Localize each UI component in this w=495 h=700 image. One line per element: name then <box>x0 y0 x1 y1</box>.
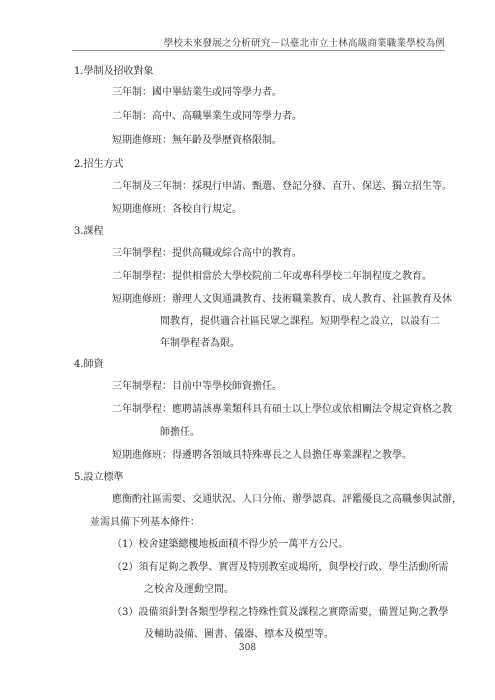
page-number: 308 <box>238 643 257 653</box>
paragraph-line: 三年制學程：目前中等學校師資擔任。 <box>112 381 282 392</box>
paragraph-line: 二年制及三年制：採現行申請、甄選、登記分發、直升、保送、獨立招生等。 <box>112 181 452 192</box>
paragraph-line: 二年制：高中、高職畢業生或同等學力者。 <box>112 111 302 122</box>
paragraph-line: 短期進修班：得遴聘各領域具特殊專長之人員擔任專業課程之教學。 <box>112 450 412 461</box>
list-item: （1）校舍建築總樓地板面積不得少於一萬平方公尺。 <box>112 539 349 550</box>
paragraph-line: 三年制：國中畢結業生或同等學力者。 <box>112 87 282 98</box>
section-heading: 1.學制及招收對象 <box>74 66 154 77</box>
paragraph-line: 三年制學程：提供高職或綜合高中的教育。 <box>112 248 302 259</box>
paragraph-line: 應衡酌社區需要、交通狀況、人口分佈、辦學認真、評鑑優良之高職參與試辦， <box>112 494 462 505</box>
paragraph-line: 短期進修班：辦理人文與通識教育、技術職業教育、成人教育、社區教育及休 <box>112 294 452 305</box>
paragraph-line: 閒教育，提供適合社區民眾之課程。短期學程之設立，以設有二 <box>160 316 440 327</box>
paragraph-line: 短期進修班：無年齡及學歷資格限制。 <box>112 135 282 146</box>
header-rule <box>72 50 445 51</box>
paragraph-line: 短期進修班：各校自行規定。 <box>112 204 242 215</box>
list-item: （2）須有足夠之教學、實習及特別教室或場所，與學校行政、學生活動所需 <box>112 562 449 573</box>
paragraph-line: 二年制學程：應聘請該專業類科具有碩士以上學位或依相關法令規定資格之教 <box>112 404 452 415</box>
list-item-continuation: 之校舍及運動空間。 <box>144 584 234 595</box>
section-heading: 5.設立標準 <box>74 472 124 483</box>
list-item-continuation: 及輔助設備、圖書、儀器、標本及模型等。 <box>144 629 334 640</box>
section-heading: 2.招生方式 <box>74 159 124 170</box>
section-heading: 3.課程 <box>74 226 104 237</box>
section-heading: 4.師資 <box>74 359 104 370</box>
paragraph-line: 年制學程者為限。 <box>160 338 240 349</box>
paragraph-line: 師擔任。 <box>160 427 200 438</box>
paragraph-line: 二年制學程：提供相當於大學校院前二年或專科學校二年制程度之教育。 <box>112 271 432 282</box>
list-item: （3）設備須針對各類型學程之特殊性質及課程之實際需要，備置足夠之教學 <box>112 607 449 618</box>
running-header: 學校未來發展之分析研究－以臺北市立士林高級商業職業學校為例 <box>163 38 445 49</box>
paragraph-line: 並需具備下列基本條件： <box>90 517 200 528</box>
